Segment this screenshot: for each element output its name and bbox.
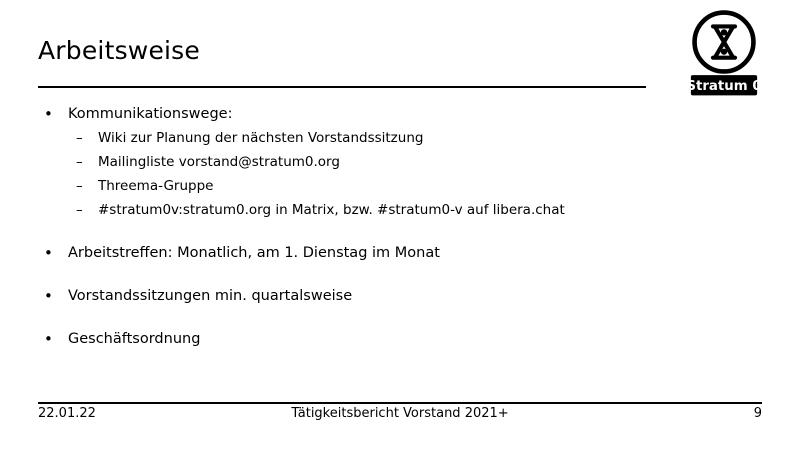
- list-item: [38, 243, 758, 263]
- footer-page-number: 9: [753, 406, 762, 421]
- list-item-label: Geschäftsordnung: [68, 331, 201, 347]
- sublist-item: [68, 153, 758, 172]
- sublist-item: [68, 177, 758, 196]
- footer-date: 22.01.22: [38, 406, 96, 421]
- sublist-item: [68, 129, 758, 148]
- bullet-icon: •: [44, 287, 53, 305]
- sublist-item-label: #stratum0v:stratum0.org in Matrix, bzw. #stratum0-v auf libera.chat: [98, 202, 565, 218]
- bullet-icon: •: [44, 330, 53, 348]
- list-item: [38, 329, 758, 349]
- footer-divider: [38, 402, 762, 404]
- sublist: [68, 129, 758, 220]
- sublist-item-label: Mailingliste vorstand@stratum0.org: [98, 154, 340, 170]
- dash-icon: –: [76, 178, 83, 194]
- sublist-item-label: Threema-Gruppe: [98, 178, 214, 194]
- list-item-label: Kommunikationswege:: [68, 106, 233, 122]
- page-title: Arbeitsweise: [38, 36, 200, 65]
- sublist-item-label: Wiki zur Planung der nächsten Vorstandssitzung: [98, 130, 424, 146]
- list-item-label: Vorstandssitzungen min. quartalsweise: [68, 288, 353, 304]
- footer-title: Tätigkeitsbericht Vorstand 2021+: [291, 406, 509, 421]
- stratum0-logo-icon: [678, 8, 770, 100]
- sublist-item: [68, 201, 758, 220]
- bullet-icon: •: [44, 244, 53, 262]
- dash-icon: –: [76, 130, 83, 146]
- slide-body: [38, 100, 758, 349]
- bullet-icon: •: [44, 105, 53, 123]
- svg-text:Stratum 0: Stratum 0: [686, 78, 762, 94]
- list-item-label: Arbeitstreffen: Monatlich, am 1. Dienstag im Monat: [68, 245, 440, 261]
- dash-icon: –: [76, 202, 83, 218]
- list-item: [38, 286, 758, 306]
- dash-icon: –: [76, 154, 83, 170]
- list-item: [38, 104, 758, 124]
- title-divider: [38, 86, 646, 88]
- footer: [38, 406, 762, 426]
